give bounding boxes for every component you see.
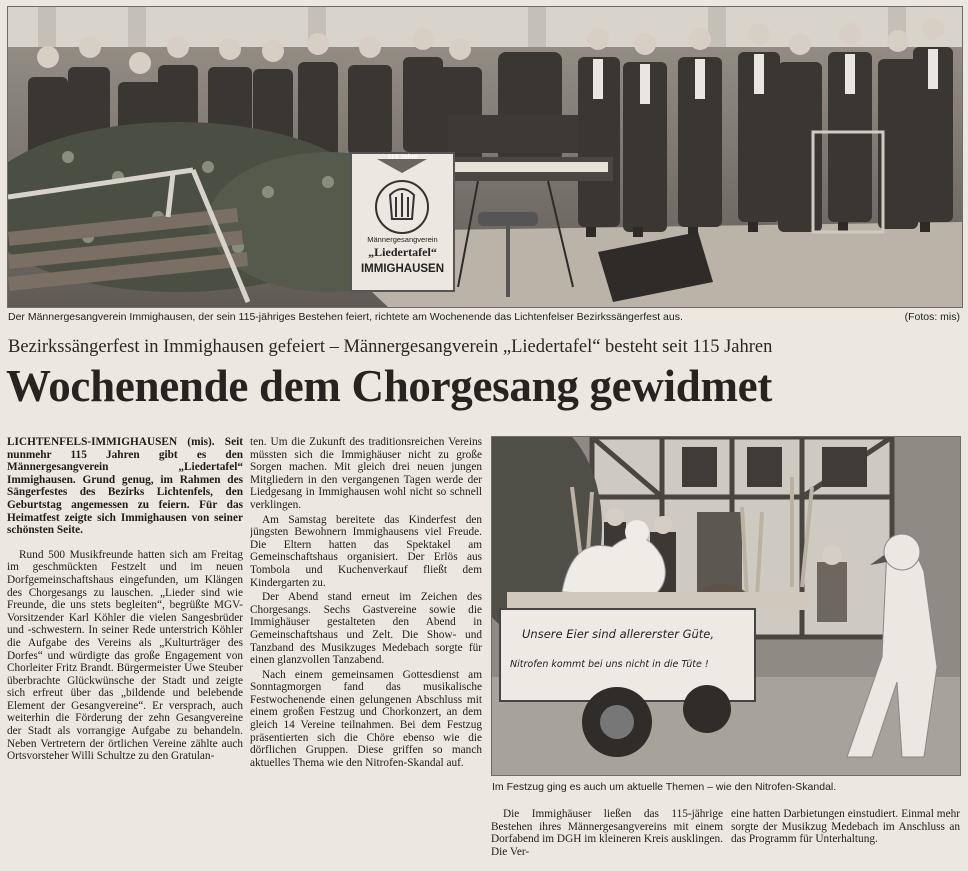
choir-photo-caption: Der Männergesangverein Immighausen, der sein 115-jähriges Bestehen feiert, richtete am Wochenende das Lichtenfelser Bezirkssängerfest aus. xyxy=(8,311,683,323)
article-paragraph: eine hatten Darbietungen einstudiert. Einmal mehr sorgte der Musikzug Medebach im Anschluss an das Programm für Unterhaltung. xyxy=(731,808,960,846)
banner-line2: Männergesangverein xyxy=(367,235,438,244)
cart-sign-line2: Nitrofen kommt bei uns nicht in die Tüte ! xyxy=(510,659,709,670)
cart-sign-line1: Unsere Eier sind allererster Güte, xyxy=(522,627,715,641)
article-column-1 xyxy=(7,436,243,866)
article-paragraph: Der Abend stand erneut im Zeichen des Chorgesangs. Sechs Gastvereine sowie die Immighäuser gestalteten den Abend in Gemeinschaftshaus und Zelt. Die Show- und Tanzband des Musikzuges Medebach sorgte für einen glanzvollen Tanzabend. xyxy=(250,591,482,667)
article-column-2 xyxy=(250,436,482,866)
article-lead: LICHTENFELS-IMMIGHAUSEN (mis). Seit nunmehr 115 Jahren gibt es den Männergesangverein „Liedertafel“ Immighausen. Grund genug, im Rahmen des Sängerfestes des Bezirks Lichtenfels, den Geburtstag angemessen zu feiern. Für das Heimatfest zeigte sich Immighausen von seiner schönsten Seite. xyxy=(7,436,243,537)
article-paragraph: Nach einem gemeinsamen Gottesdienst am Sonntagmorgen fand das musikalische Festwochenende einen gelungenen Abschluss mit einem großen Festzug und Chorkonzert, an dem gleich 14 Vereine teilnahmen. Bei dem Festzug präsentierten sich die Chöre ebenso wie die dörflichen Gruppen. Diese griffen so manch aktuelles Thema wie den Nitrofen-Skandal auf. xyxy=(250,668,482,769)
article-paragraph: Rund 500 Musikfreunde hatten sich am Freitag im geschmückten Festzelt und im neuen Dorfgemeinschaftshaus eingefunden, um Klängen des Chorgesangs zu lauschen. „Lieder sind wie Freunde, die uns stets begleiten“, begrüßte MGV-Vorsitzender Karl Köhler die vielen Sangesbrüder und -schwestern. In seiner Rede unterstrich Köhler die Aufgabe des Vereins als „Kulturträger des Dorfes“ und würdigte das große Engagement von Chorleiter Fritz Brandt. Bürgermeister Uwe Steuber überbrachte Glückwünsche der Stadt und zeigte sich erfreut über das „bildende und belebende Element der Gesangvereine“. Er versprach, auch weiterhin die Förderung der zehn Gesangvereine der Stadt als vorrangige Aufgabe zu behandeln. Neben Vertretern der örtlichen Vereine zählte auch Ortsvorsteher Willi Schultze zu den Gratulan- xyxy=(7,548,243,763)
parade-photo xyxy=(491,436,961,776)
article-headline: Wochenende dem Chorgesang gewidmet xyxy=(6,361,773,411)
article-paragraph: ten. Um die Zukunft des traditionsreichen Vereins müssten sich die Immighäuser nicht zu große Sorgen machen. Mit gleich drei neuen jungen Mitgliedern in den vergangenen Tagen werde der Liedgesang in Immighausen wohl nicht so schnell verklingen. xyxy=(250,436,482,511)
banner-line4: IMMIGHAUSEN xyxy=(360,263,445,275)
banner-line3: „Liedertafel“ xyxy=(368,245,437,259)
parade-photo-caption: Im Festzug ging es auch um aktuelle Themen – wie den Nitrofen-Skandal. xyxy=(492,781,837,793)
article-column-4 xyxy=(731,808,960,868)
photo-credit: (Fotos: mis) xyxy=(904,311,960,323)
article-paragraph: Am Samstag bereitete das Kinderfest den jüngsten Bewohnern Immighausens viel Freude. Die Eltern hatten das Spektakel am Gemeinschaftshaus organisiert. Der Erlös aus Tombola und Kuchenverkauf fließt dem Kindergarten zu. xyxy=(250,513,482,589)
article-kicker: Bezirkssängerfest in Immighausen gefeiert – Männergesangverein „Liedertafel“ besteht seit 115 Jahren xyxy=(8,337,773,357)
choir-photo xyxy=(7,6,963,308)
banner-line1: 115 Jahre xyxy=(387,154,418,161)
article-column-3 xyxy=(491,808,723,868)
article-paragraph: Die Immighäuser ließen das 115-jährige Bestehen ihres Männergesangvereins mit einem Dorfabend im DGH im kleineren Kreis ausklingen. Die Ver- xyxy=(491,808,723,858)
